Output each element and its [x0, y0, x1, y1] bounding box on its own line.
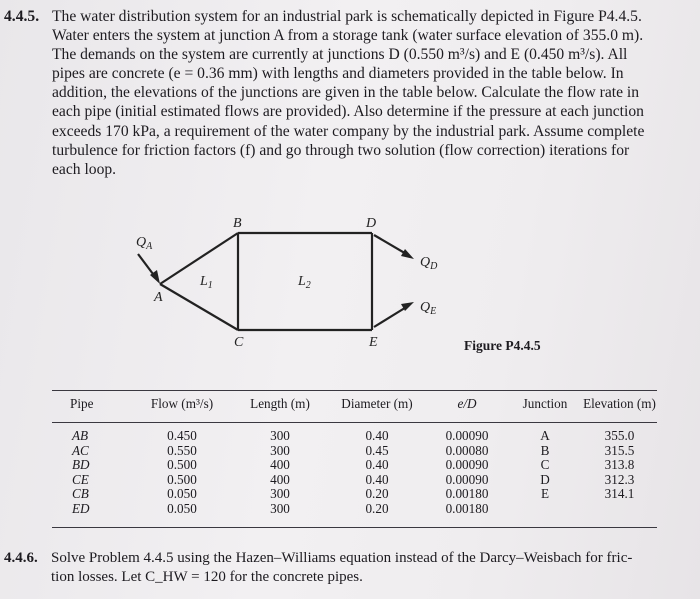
length-label-l1: $L_1$ — [200, 274, 213, 291]
header-pipe: Pipe — [52, 392, 132, 423]
problem-statement — [51, 549, 671, 587]
cell-junction — [508, 502, 582, 517]
cell-e-over-d: 0.00080 — [445, 442, 489, 458]
cell-flow: 0.500 — [167, 457, 197, 473]
cell-flow: 0.550 — [167, 442, 197, 458]
label-qa: $Q_A$ — [136, 235, 153, 252]
problem-line: tion losses. Let C_HW = 120 for the concrete pipes. — [51, 569, 363, 585]
cell-e-over-d: 0.00180 — [445, 500, 489, 516]
cell-flow: 0.450 — [167, 428, 197, 443]
cell-flow: 0.050 — [167, 500, 197, 516]
problem-line: The water distribution system for an industrial park is schematically depicted in Figure P4.4.5. — [52, 8, 642, 25]
cell-diameter: 0.40 — [365, 471, 389, 487]
arrowhead-d — [401, 249, 414, 259]
problem-line: pipes are concrete (e = 0.36 mm) with lengths and diameters provided in the table below. In — [52, 65, 624, 83]
table-row — [52, 444, 657, 459]
cell-junction: B — [540, 442, 550, 458]
problem-4-4-6 — [4, 549, 684, 585]
junction-d-label: D — [366, 216, 377, 231]
cell-elevation: 355.0 — [604, 428, 635, 443]
outflow-arrow-e — [374, 306, 408, 327]
cell-length: 400 — [270, 471, 290, 487]
table-row — [52, 423, 657, 444]
table-row — [52, 502, 657, 517]
cell-elevation: 315.5 — [604, 442, 635, 458]
cell-elevation: 313.8 — [604, 457, 635, 473]
cell-junction: A — [540, 428, 550, 443]
header-e-over-d: e/D — [426, 392, 508, 423]
cell-length: 300 — [270, 442, 290, 458]
problem-line: Water enters the system at junction A from a storage tank (water surface elevation of 355.0 m). — [52, 27, 644, 45]
cell-elevation: 314.1 — [604, 486, 635, 502]
cell-length: 400 — [270, 457, 290, 473]
junction-c-label: C — [234, 335, 244, 350]
cell-diameter: 0.45 — [365, 442, 389, 458]
junction-e-label: E — [369, 335, 378, 350]
length-label-l2: $L_2$ — [298, 274, 311, 291]
table-top-rule — [52, 390, 657, 391]
cell-junction: D — [540, 471, 550, 487]
problem-line: Solve Problem 4.4.5 using the Hazen–Williams equation instead of the Darcy–Weisbach for fric- — [51, 550, 633, 566]
junction-a-label: A — [154, 290, 163, 305]
cell-e-over-d: 0.00090 — [445, 428, 489, 443]
header-junction: Junction — [508, 392, 582, 423]
figure-caption: Figure P4.4.5 — [464, 338, 541, 353]
problem-line: exceeds 170 kPa, a requirement of the water company by the industrial park. Assume complete — [52, 122, 645, 140]
problem-4-4-5 — [4, 7, 690, 178]
problem-line: turbulence for friction factors (f) and go through two solution (flow correction) iterations for — [52, 141, 630, 159]
cell-pipe: AB — [72, 428, 89, 443]
label-qd: $Q_D$ — [420, 255, 438, 272]
problem-line: addition, the elevations of the junctions are given in the table below. Calculate the flow rate in — [52, 84, 640, 102]
cell-e-over-d: 0.00090 — [445, 471, 489, 487]
problem-number: 4.4.6. — [4, 550, 38, 566]
header-elevation: Elevation (m) — [582, 392, 657, 423]
cell-diameter: 0.40 — [365, 428, 389, 443]
table-row — [52, 473, 657, 488]
cell-pipe: CE — [72, 471, 89, 487]
problem-line: The demands on the system are currently at junctions D (0.550 m³/s) and E (0.450 m³/s). All — [52, 46, 628, 64]
pipe-ab — [160, 233, 238, 284]
label-qe: $Q_E$ — [420, 300, 437, 317]
cell-diameter: 0.40 — [365, 457, 389, 473]
header-diameter: Diameter (m) — [328, 392, 426, 423]
problem-number: 4.4.5. — [4, 8, 40, 25]
cell-length: 300 — [270, 428, 290, 443]
table-bottom-rule — [52, 527, 657, 528]
cell-length: 300 — [270, 486, 290, 502]
cell-pipe: CB — [72, 486, 89, 502]
cell-pipe: ED — [72, 500, 90, 516]
pipe-data-table — [52, 392, 657, 517]
cell-pipe: BD — [72, 457, 90, 473]
pipe-ac — [160, 284, 238, 330]
cell-junction: C — [540, 457, 550, 473]
junction-b-label: B — [233, 216, 242, 231]
cell-e-over-d: 0.00090 — [445, 457, 489, 473]
cell-pipe: AC — [72, 442, 89, 458]
cell-elevation: 312.3 — [604, 471, 635, 487]
cell-junction: E — [540, 486, 550, 502]
cell-diameter: 0.20 — [365, 486, 389, 502]
cell-length: 300 — [270, 500, 290, 516]
outflow-arrow-d — [374, 235, 408, 255]
cell-e-over-d: 0.00180 — [445, 486, 489, 502]
problem-line: each loop. — [52, 160, 117, 178]
header-flow: Flow (m³/s) — [132, 392, 232, 423]
cell-elevation — [582, 502, 657, 517]
problem-line: each pipe (initial estimated flows are provided). Also determine if the pressure at each junction — [52, 103, 644, 121]
cell-flow: 0.050 — [167, 486, 197, 502]
problem-statement — [52, 7, 682, 179]
cell-diameter: 0.20 — [365, 500, 389, 516]
table-row — [52, 458, 657, 473]
pipe-network-figure — [0, 215, 700, 365]
table-row — [52, 487, 657, 502]
cell-flow: 0.500 — [167, 471, 197, 487]
header-length: Length (m) — [232, 392, 328, 423]
